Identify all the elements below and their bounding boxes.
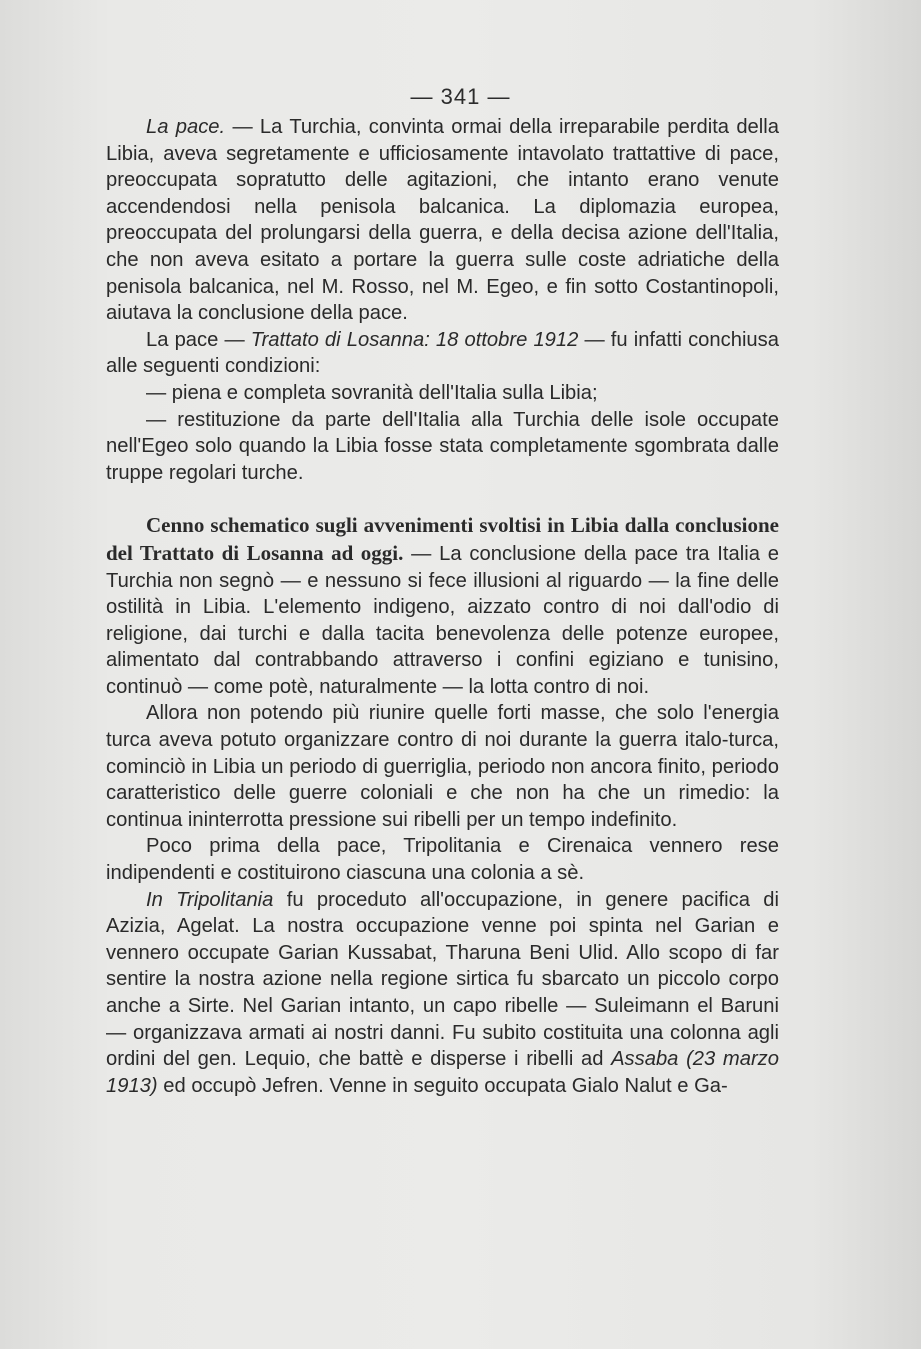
paragraph-lead: La pace.	[146, 116, 226, 138]
body-text	[106, 114, 779, 1099]
battle-reference: Assaba (23 marzo 1913)	[106, 1048, 779, 1097]
paragraph-lead: In Tripolitania	[146, 888, 274, 911]
page-number: — 341 —	[410, 84, 511, 109]
section-spacer	[106, 486, 779, 512]
condition-2: — restituzione da parte dell'Italia alla Turchia delle isole occupate nell'Egeo solo quando la Libia fosse stata completamente sgombrata dalle truppe regolari turche.	[106, 408, 779, 484]
paragraph-tripolitania: In Tripolitania fu proceduto all'occupazione, in genere pacifica di Azizia, Agelat. La nostra occupazione venne poi spinta nel Garian e vennero occupate Garian Kussabat, Tharuna Beni Ulid. Allo scopo di far sentire la nostra azione nella regione sirtica fu sbarcato un piccolo corpo anche a Sirte. Nel Garian intanto, un capo ribelle — Suleimann el Baruni — organizzava armati ai nostri danni. Fu subito costituita una colonna agli ordini del gen. Lequio, che battè e disperse i ribelli ad Assaba (23 marzo 1913) ed occupò Jefren. Venne in seguito occupata Gialo Nalut e Ga-	[106, 888, 780, 1097]
paragraph-cenno: Cenno schematico sugli avvenimenti svoltisi in Libia dalla conclusione del Trattato di Losanna ad oggi. — La conclusione della pace tra Italia e Turchia non segnò — e nessuno si fece illusioni al riguardo — la fine delle ostilità in Libia. L'elemento indigeno, aizzato contro di noi dall'odio di religione, dai turchi e dalla tacita benevolenza delle potenze europee, alimentato dal contrabbando attraverso i confini egiziano e tunisino, continuò — come potè, naturalmente — la lotta contro di noi.	[106, 513, 779, 698]
paragraph-guerriglia: Allora non potendo più riunire quelle forti masse, che solo l'energia turca aveva potuto organizzare contro di noi durante la guerra italo-turca, cominciò in Libia un periodo di guerriglia, periodo non ancora finito, periodo caratteristico delle guerre coloniali e che non ha che un rimedio: la continua ininterrotta pressione sui ribelli per un tempo indefinito.	[106, 702, 779, 831]
condition-1: — piena e completa sovranità dell'Italia sulla Libia;	[146, 381, 598, 404]
paragraph-colonie: Poco prima della pace, Tripolitania e Cirenaica vennero rese indipendenti e costituirono ciascuna una colonia a sè.	[106, 835, 779, 885]
section-heading: Cenno schematico sugli avvenimenti svoltisi in Libia dalla conclusione del Trattato di Losanna ad oggi.	[106, 513, 779, 565]
paragraph-la-pace: La pace. — La Turchia, convinta ormai della irreparabile perdita della Libia, aveva segretamente e ufficiosamente intavolato trattattive di pace, preoccupata sopratutto delle agitazioni, che intanto erano venute accendendosi nella penisola balcanica. La diplomazia europea, preoccupata del prolungarsi della guerra, e della decisa azione dell'Italia, che non aveva esitato a portare la guerra sulle coste adriatiche della penisola balcanica, nel M. Rosso, nel M. Egeo, e fin sotto Costantinopoli, aiutava la conclusione della pace.	[106, 116, 779, 325]
treaty-title: Trattato di Losanna: 18 ottobre 1912	[250, 328, 579, 351]
paragraph-trattato: La pace — Trattato di Losanna: 18 ottobre 1912 — fu infatti conchiusa alle seguenti condizioni:	[106, 328, 779, 378]
